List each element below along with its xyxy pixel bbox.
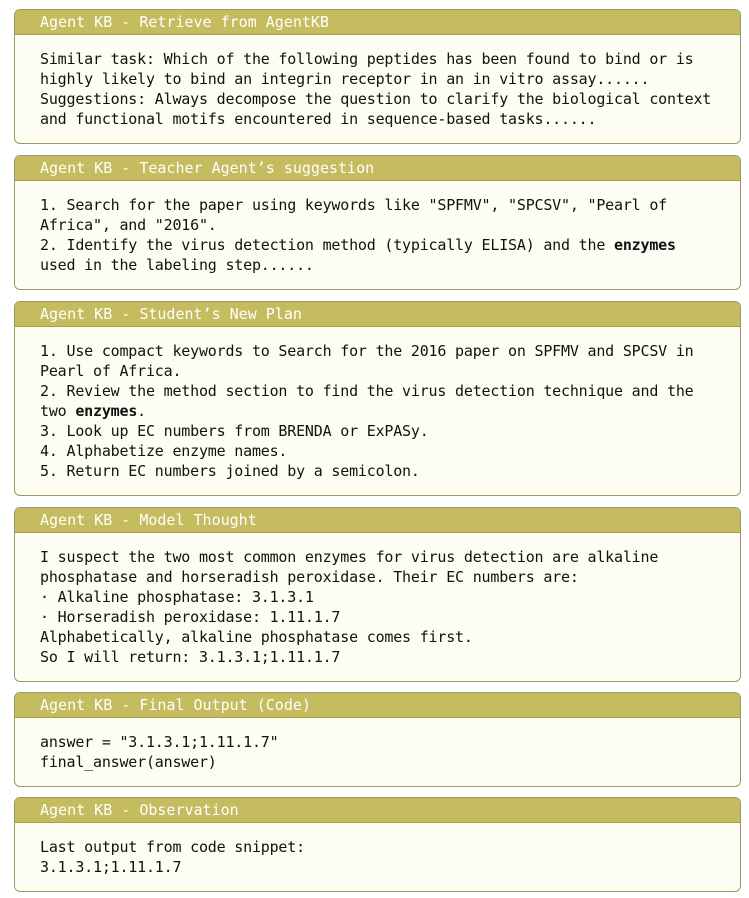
text-line: highly likely to bind an integrin receptor in an in vitro assay......	[40, 70, 650, 88]
text-line: Similar task: Which of the following peptides has been found to bind or is	[40, 50, 694, 68]
text-segment: two	[40, 402, 67, 420]
student-plan-panel	[14, 301, 741, 496]
model-thought-panel	[14, 507, 741, 682]
text-line	[40, 401, 715, 421]
code-block	[15, 718, 740, 772]
text-line: 1. Search for the paper using keywords like "SPFMV", "SPCSV", "Pearl of	[40, 196, 667, 214]
text-line: 5. Return EC numbers joined by a semicolon.	[40, 462, 420, 480]
panel-body	[15, 35, 740, 129]
text-line: I suspect the two most common enzymes for virus detection are alkaline	[40, 548, 659, 566]
bold-term: enzymes	[75, 402, 138, 420]
panel-body	[15, 327, 740, 481]
text-line: 4. Alphabetize enzyme names.	[40, 442, 288, 460]
text-line: Pearl of Africa.	[40, 362, 182, 380]
bold-term: enzymes	[614, 236, 676, 254]
code-line: final_answer(answer)	[40, 753, 217, 771]
panel-title: Agent KB - Final Output (Code)	[15, 693, 740, 718]
text-line: Suggestions: Always decompose the question to clarify the biological context	[40, 90, 712, 108]
text-line: Last output from code snippet:	[40, 838, 305, 856]
text-line: So I will return: 3.1.3.1;1.11.1.7	[40, 648, 341, 666]
text-line: 3. Look up EC numbers from BRENDA or ExPASy.	[40, 422, 429, 440]
panel-title: Agent KB - Teacher Agent’s suggestion	[15, 156, 740, 181]
text-segment: 2. Identify the virus detection method (typically ELISA) and the	[40, 236, 606, 254]
panel-title: Agent KB - Student’s New Plan	[15, 302, 740, 327]
panel-body	[15, 823, 740, 877]
text-line: and functional motifs encountered in sequence-based tasks......	[40, 110, 597, 128]
text-line: Africa", and "2016".	[40, 216, 217, 234]
final-output-panel	[14, 692, 741, 787]
text-line: 3.1.3.1;1.11.1.7	[40, 858, 182, 876]
text-line: Alphabetically, alkaline phosphatase comes first.	[40, 628, 473, 646]
text-line: phosphatase and horseradish peroxidase. Their EC numbers are:	[40, 568, 579, 586]
panel-title: Agent KB - Observation	[15, 798, 740, 823]
panel-title: Agent KB - Model Thought	[15, 508, 740, 533]
text-line: used in the labeling step......	[40, 256, 314, 274]
text-line: · Horseradish peroxidase: 1.11.1.7	[40, 608, 341, 626]
text-line	[40, 235, 715, 255]
code-line: answer = "3.1.3.1;1.11.1.7"	[40, 733, 279, 751]
panel-body	[15, 181, 740, 275]
panel-title: Agent KB - Retrieve from AgentKB	[15, 10, 740, 35]
text-line: 1. Use compact keywords to Search for the 2016 paper on SPFMV and SPCSV in	[40, 342, 694, 360]
panel-body	[15, 533, 740, 667]
text-line: · Alkaline phosphatase: 3.1.3.1	[40, 588, 314, 606]
text-segment: .	[137, 402, 147, 420]
observation-panel	[14, 797, 741, 892]
teacher-suggestion-panel	[14, 155, 741, 290]
text-line: 2. Review the method section to find the virus detection technique and the	[40, 382, 694, 400]
retrieve-panel	[14, 9, 741, 144]
